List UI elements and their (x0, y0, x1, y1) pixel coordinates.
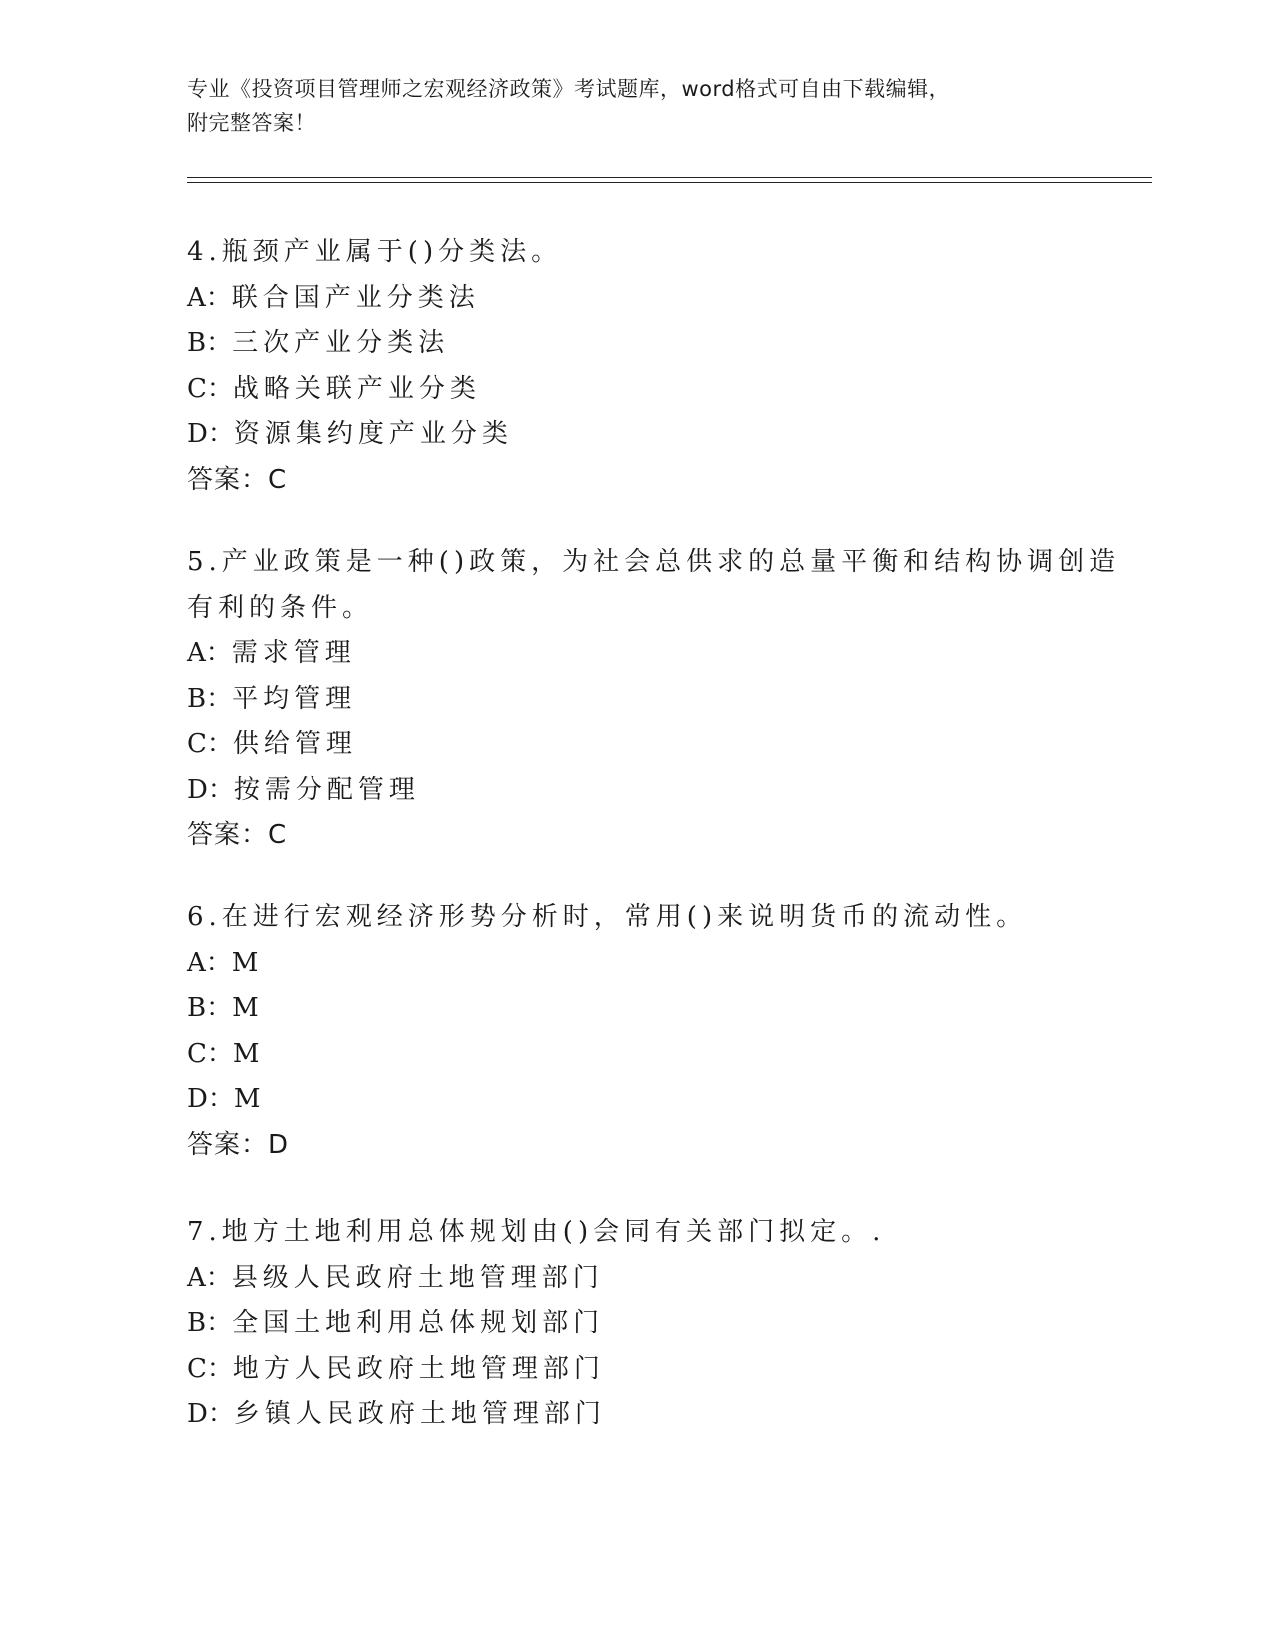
option-key: B： (187, 993, 233, 1023)
option-a (187, 276, 1087, 322)
option-key: B： (187, 683, 233, 714)
option-key: A： (187, 947, 232, 978)
option-text: 联合国产业分类法 (231, 282, 480, 313)
answer-line: 答案：D (187, 1129, 290, 1160)
option-key: C： (187, 373, 233, 404)
option-d (187, 1077, 1087, 1123)
option-text: 战略关联产业分类 (232, 373, 481, 404)
option-text: M (232, 993, 264, 1023)
question-6 (187, 895, 1087, 1168)
option-text: 按需分配管理 (233, 774, 420, 805)
answer-line: 答案：C (187, 820, 288, 850)
option-b (187, 1301, 1087, 1347)
option-c (187, 722, 1087, 768)
option-b (187, 677, 1087, 723)
option-text: 平均管理 (232, 683, 357, 714)
option-key: A： (187, 638, 232, 668)
option-d (187, 768, 1087, 814)
option-key: C： (187, 1038, 233, 1069)
option-key: A： (187, 282, 232, 313)
option-key: B： (187, 1308, 233, 1338)
question-stem (187, 1210, 1087, 1256)
question-stem-line: 有利的条件。 (187, 592, 374, 623)
option-text: M (233, 1084, 266, 1114)
option-d (187, 1392, 1087, 1438)
option-text: 资源集约度产业分类 (233, 419, 513, 449)
option-key: D： (187, 774, 234, 805)
question-stem (187, 230, 1087, 276)
option-text: M (231, 947, 264, 978)
header-divider-bottom (187, 182, 1152, 183)
option-text: 供给管理 (232, 729, 357, 759)
option-text: 三次产业分类法 (232, 328, 450, 358)
option-key: A： (187, 1262, 232, 1293)
option-text: 地方人民政府土地管理部门 (232, 1353, 605, 1384)
option-key: B： (187, 328, 233, 358)
question-stem-line: 6.在进行宏观经济形势分析时，常用()来说明货币的流动性。 (187, 902, 1028, 932)
option-key: D： (187, 1399, 234, 1429)
question-stem-line: 5.产业政策是一种()政策，为社会总供求的总量平衡和结构协调创造 (187, 547, 1121, 577)
option-a (187, 631, 1087, 677)
header-line-1: 专业《投资项目管理师之宏观经济政策》考试题库，word格式可自由下载编辑， (187, 77, 951, 101)
option-key: D： (187, 1084, 234, 1114)
option-c (187, 367, 1087, 413)
question-5 (187, 540, 1121, 859)
question-7 (187, 1210, 1087, 1438)
question-4 (187, 230, 1087, 503)
option-text: M (232, 1038, 265, 1069)
question-stem (187, 895, 1087, 941)
document-header (187, 72, 1067, 140)
option-b (187, 986, 1087, 1032)
option-key: D： (187, 419, 234, 449)
option-c (187, 1347, 1087, 1393)
option-text: 全国土地利用总体规划部门 (232, 1308, 605, 1338)
option-key: C： (187, 1353, 233, 1384)
question-stem-line: 4.瓶颈产业属于()分类法。 (187, 237, 563, 267)
option-b (187, 321, 1087, 367)
option-text: 需求管理 (231, 638, 356, 668)
header-line-2: 附完整答案！ (187, 111, 316, 135)
option-c (187, 1032, 1087, 1078)
option-d (187, 412, 1087, 458)
question-stem (187, 540, 1121, 631)
header-divider-top (187, 177, 1152, 178)
option-text: 乡镇人民政府土地管理部门 (233, 1399, 606, 1429)
question-stem-line: 7.地方土地利用总体规划由()会同有关部门拟定。. (187, 1217, 886, 1247)
option-a (187, 1256, 1087, 1302)
option-key: C： (187, 729, 233, 759)
answer-line: 答案：C (187, 464, 288, 495)
option-a (187, 941, 1087, 987)
option-text: 县级人民政府土地管理部门 (231, 1262, 604, 1293)
